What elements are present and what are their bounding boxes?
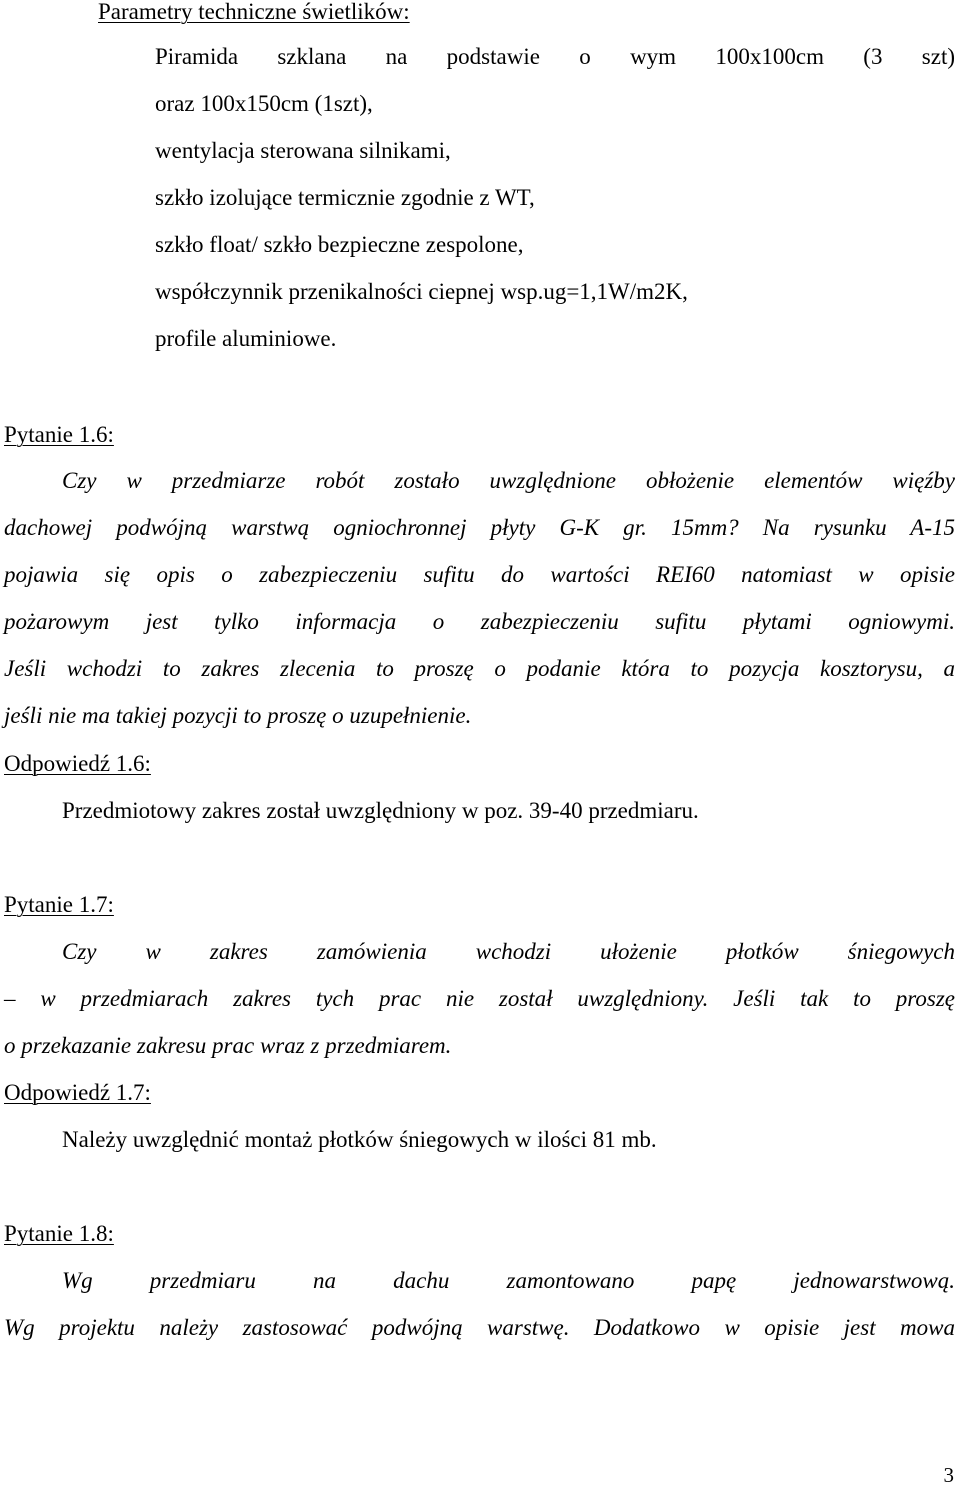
question-text-line: dachowej podwójną warstwą ogniochronnej płyty G-K gr. 15mm? Na rysunku A-15 [4, 515, 955, 540]
question-text-line: jeśli nie ma takiej pozycji to proszę o uzupełnienie. [4, 703, 472, 728]
question-text-line: pojawia się opis o zabezpieczeniu sufitu do wartości REI60 natomiast w opisie [4, 562, 955, 587]
tech-params-line: szkło float/ szkło bezpieczne zespolone, [155, 232, 524, 257]
page-number: 3 [943, 1463, 954, 1487]
tech-params-line: szkło izolujące termicznie zgodnie z WT, [155, 185, 535, 210]
answer-label: Odpowiedź 1.7: [4, 1080, 151, 1105]
answer-text: Przedmiotowy zakres został uwzględniony w poz. 39-40 przedmiaru. [62, 798, 699, 823]
tech-params-heading: Parametry techniczne świetlików: [98, 0, 410, 24]
question-text-line: Czy w zakres zamówienia wchodzi ułożenie płotków śniegowych [62, 939, 955, 964]
question-label: Pytanie 1.6: [4, 422, 114, 447]
tech-params-line: współczynnik przenikalności ciepnej wsp.ug=1,1W/m2K, [155, 279, 688, 304]
question-text-line: o przekazanie zakresu prac wraz z przedmiarem. [4, 1033, 452, 1058]
answer-text: Należy uwzględnić montaż płotków śniegowych w ilości 81 mb. [62, 1127, 657, 1152]
question-text-line: – w przedmiarach zakres tych prac nie został uwzględniony. Jeśli tak to proszę [4, 986, 955, 1011]
question-text-line: Jeśli wchodzi to zakres zlecenia to proszę o podanie która to pozycja kosztorysu, a [4, 656, 955, 681]
tech-params-line: oraz 100x150cm (1szt), [155, 91, 373, 116]
tech-params-line: Piramida szklana na podstawie o wym 100x100cm (3 szt) [155, 44, 955, 69]
question-text-line: Wg projektu należy zastosować podwójną warstwę. Dodatkowo w opisie jest mowa [4, 1315, 955, 1340]
tech-params-line: wentylacja sterowana silnikami, [155, 138, 451, 163]
question-label: Pytanie 1.7: [4, 892, 114, 917]
question-text-line: Czy w przedmiarze robót zostało uwzględnione obłożenie elementów więźby [62, 468, 955, 493]
question-label: Pytanie 1.8: [4, 1221, 114, 1246]
answer-label: Odpowiedź 1.6: [4, 751, 151, 776]
question-text-line: Wg przedmiaru na dachu zamontowano papę jednowarstwową. [62, 1268, 955, 1293]
tech-params-line: profile aluminiowe. [155, 326, 337, 351]
question-text-line: pożarowym jest tylko informacja o zabezpieczeniu sufitu płytami ogniowymi. [4, 609, 955, 634]
